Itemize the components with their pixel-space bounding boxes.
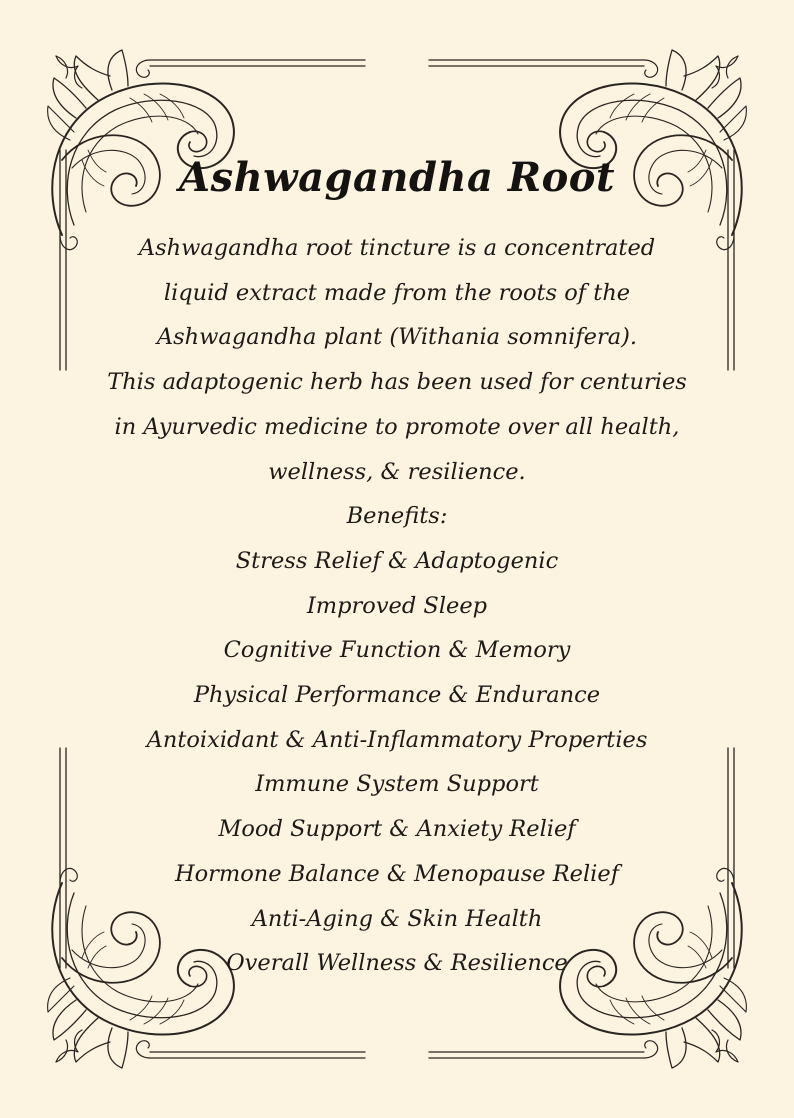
card-content (80, 150, 714, 986)
benefit-item: Physical Performance & Endurance (193, 682, 601, 709)
benefit-item: Improved Sleep (306, 592, 488, 619)
benefit-item: Anti-Aging & Skin Health (251, 905, 543, 932)
benefits-list (80, 539, 714, 986)
benefit-item: Overall Wellness & Resilience (226, 950, 568, 977)
benefit-item: Immune System Support (255, 771, 539, 798)
benefit-item: Mood Support & Anxiety Relief (218, 816, 576, 843)
benefit-item: Antoixidant & Anti-Inflammatory Properties (146, 726, 648, 753)
benefit-item: Cognitive Function & Memory (223, 637, 571, 664)
benefit-item: Stress Relief & Adaptogenic (235, 547, 559, 574)
card-title: Ashwagandha Root (179, 154, 615, 201)
benefit-item: Hormone Balance & Menopause Relief (174, 860, 620, 887)
intro-paragraph: Ashwagandha root tincture is a concentrated liquid extract made from the roots of the Ashwagandha plant (Withania somnifera). This adaptogenic herb has been used for centuries in Ayurvedic medicine to promote over all health, wellness, & resilience. (107, 235, 687, 485)
benefits-heading: Benefits: (346, 503, 448, 530)
